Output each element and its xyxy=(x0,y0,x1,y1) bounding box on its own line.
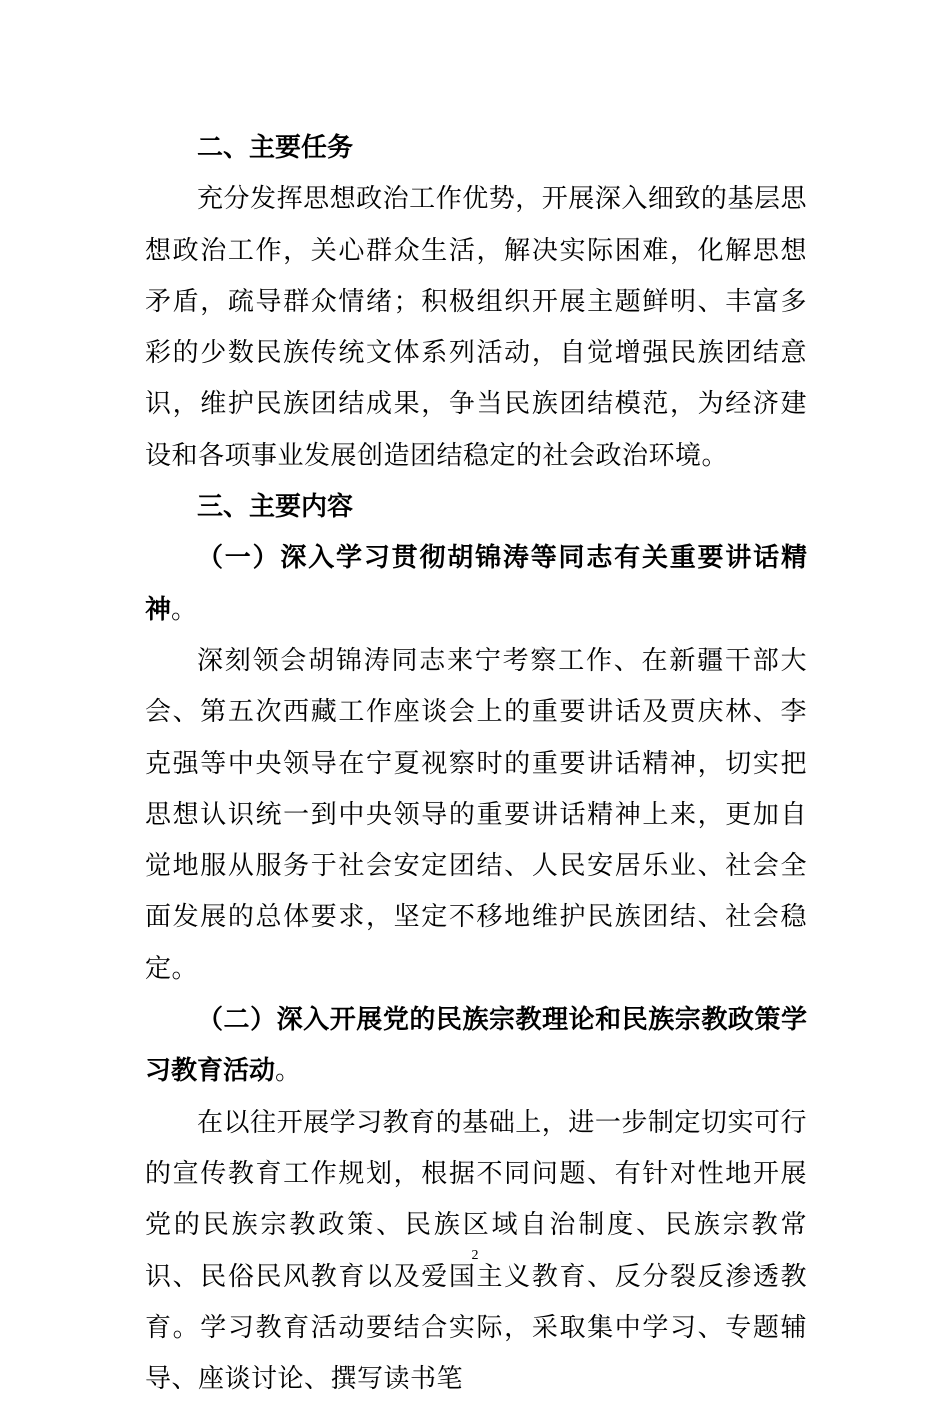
paragraph-study-speeches: 深刻领会胡锦涛同志来宁考察工作、在新疆干部大会、第五次西藏工作座谈会上的重要讲话及贾庆林、李克强等中央领导在宁夏视察时的重要讲话精神，切实把思想认识统一到中央领导的重要讲话精神上来，更加自觉地服从服务于社会安定团结、人民安居乐业、社会全面发展的总体要求，坚定不移地维护民族团结、社会稳定。 xyxy=(145,645,807,984)
subheading-policy-education-tail: 。 xyxy=(275,1056,302,1087)
subheading-study-speeches-text: （一）深入学习贯彻胡锦涛等同志有关重要讲话精神 xyxy=(145,543,807,625)
paragraph-policy-education: 在以往开展学习教育的基础上，进一步制定切实可行的宣传教育工作规划，根据不同问题、有针对性地开展党的民族宗教政策、民族区域自治制度、民族宗教常识、民俗民风教育以及爱国主义教育、反分裂反渗透教育。学习教育活动要结合实际，采取集中学习、专题辅导、座谈讨论、撰写读书笔 xyxy=(145,1107,807,1395)
paragraph-main-tasks: 充分发挥思想政治工作优势，开展深入细致的基层思想政治工作，关心群众生活，解决实际困难，化解思想矛盾，疏导群众情绪；积极组织开展主题鲜明、丰富多彩的少数民族传统文体系列活动，自觉增强民族团结意识，维护民族团结成果，争当民族团结模范，为经济建设和各项事业发展创造团结稳定的社会政治环境。 xyxy=(145,184,807,471)
section-heading-main-tasks: 二、主要任务 xyxy=(197,133,354,163)
section-heading-main-content: 三、主要内容 xyxy=(197,492,354,523)
page-number: 2 xyxy=(471,1248,479,1263)
subheading-study-speeches xyxy=(145,533,807,636)
document-page xyxy=(145,123,807,1405)
subheading-policy-education-text: （二）深入开展党的民族宗教理论和民族宗教政策学习教育活动 xyxy=(145,1005,807,1087)
subheading-policy-education xyxy=(145,995,807,1098)
subheading-study-speeches-tail: 。 xyxy=(171,594,198,625)
